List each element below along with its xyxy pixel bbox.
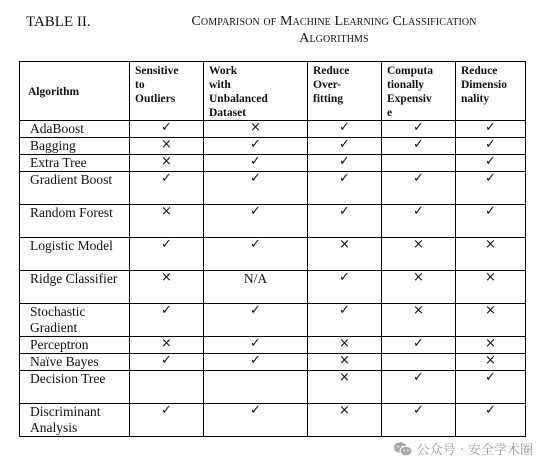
- cross-mark: ×: [308, 404, 382, 437]
- cross-mark: ×: [382, 238, 456, 271]
- header-unbalanced: [204, 62, 308, 121]
- empty-cell: [130, 371, 204, 404]
- cross-mark: ×: [308, 337, 382, 354]
- header-expensive-line: e: [387, 107, 393, 119]
- empty-cell: [382, 155, 456, 172]
- value-cell: N/A: [204, 271, 308, 304]
- cross-mark: ×: [382, 304, 456, 337]
- cross-mark: ×: [130, 155, 204, 172]
- header-unbalanced-line: with: [209, 79, 231, 91]
- row-name-ridge-classifier: Ridge Classifier: [20, 271, 130, 304]
- cross-mark: ×: [456, 337, 526, 354]
- check-mark: ✓: [382, 121, 456, 138]
- table-row: [20, 121, 526, 138]
- row-name-gradient-boost: Gradient Boost: [20, 172, 130, 205]
- check-mark: ✓: [456, 121, 526, 138]
- table-label: TABLE II.: [26, 14, 91, 30]
- header-unbalanced-line: Unbalanced: [209, 93, 268, 105]
- row-name-discriminant-analysis: Discriminant Analysis: [20, 404, 130, 437]
- row-name-stochastic-gradient: Stochastic Gradient: [20, 304, 130, 337]
- table-row: [20, 155, 526, 172]
- table-row: [20, 172, 526, 205]
- table-row: [20, 271, 526, 304]
- comparison-table: [19, 61, 526, 437]
- row-name-decision-tree: Decision Tree: [20, 371, 130, 404]
- table-row: [20, 354, 526, 371]
- header-sensitive: [130, 62, 204, 121]
- check-mark: ✓: [204, 238, 308, 271]
- header-unbalanced-line: Dataset: [209, 107, 247, 119]
- watermark: [393, 439, 533, 458]
- check-mark: ✓: [130, 304, 204, 337]
- wechat-icon: [393, 441, 413, 457]
- check-mark: ✓: [204, 172, 308, 205]
- header-expensive: [382, 62, 456, 121]
- table-row: [20, 304, 526, 337]
- row-name-logistic-model: Logistic Model: [20, 238, 130, 271]
- check-mark: ✓: [308, 205, 382, 238]
- check-mark: ✓: [456, 404, 526, 437]
- check-mark: ✓: [308, 155, 382, 172]
- row-name-bagging: Bagging: [20, 138, 130, 155]
- row-name-random-forest: Random Forest: [20, 205, 130, 238]
- check-mark: ✓: [308, 172, 382, 205]
- table-row: [20, 138, 526, 155]
- cross-mark: ×: [130, 205, 204, 238]
- header-dimensionality: [456, 62, 526, 121]
- header-row: [20, 62, 526, 121]
- check-mark: ✓: [456, 172, 526, 205]
- cross-mark: ×: [130, 337, 204, 354]
- check-mark: ✓: [382, 172, 456, 205]
- header-unbalanced-line: Work: [209, 65, 238, 77]
- header-algorithm: [20, 62, 130, 121]
- header-expensive-line: Computa: [387, 65, 434, 77]
- check-mark: ✓: [382, 371, 456, 404]
- check-mark: ✓: [308, 271, 382, 304]
- cross-mark: ×: [308, 371, 382, 404]
- check-mark: ✓: [382, 205, 456, 238]
- check-mark: ✓: [204, 404, 308, 437]
- cross-mark: ×: [130, 271, 204, 304]
- cross-mark: ×: [382, 271, 456, 304]
- cross-mark: ×: [456, 304, 526, 337]
- table-row: [20, 404, 526, 437]
- table-title: [128, 13, 540, 47]
- table-header: [20, 62, 526, 121]
- header-overfitting: [308, 62, 382, 121]
- header-sensitive-line: Outliers: [135, 93, 176, 105]
- header-sensitive-line: Sensitive: [135, 65, 179, 77]
- check-mark: ✓: [130, 238, 204, 271]
- table-title-line-2: Algorithms: [299, 31, 369, 46]
- check-mark: ✓: [308, 138, 382, 155]
- check-mark: ✓: [382, 337, 456, 354]
- header-dimensionality-line: Dimensio: [461, 79, 507, 91]
- check-mark: ✓: [456, 205, 526, 238]
- cross-mark: ×: [204, 121, 308, 138]
- check-mark: ✓: [130, 121, 204, 138]
- check-mark: ✓: [456, 371, 526, 404]
- header-expensive-line: Expensiv: [387, 93, 432, 105]
- check-mark: ✓: [130, 404, 204, 437]
- cross-mark: ×: [308, 238, 382, 271]
- row-name-extra-tree: Extra Tree: [20, 155, 130, 172]
- header-overfitting-line: fitting: [313, 93, 344, 105]
- header-dimensionality-line: Reduce: [461, 65, 498, 77]
- header-overfitting-line: Over-: [313, 79, 342, 91]
- check-mark: ✓: [382, 138, 456, 155]
- empty-cell: [382, 354, 456, 371]
- check-mark: ✓: [130, 354, 204, 371]
- row-name-perceptron: Perceptron: [20, 337, 130, 354]
- check-mark: ✓: [456, 155, 526, 172]
- cross-mark: ×: [130, 138, 204, 155]
- check-mark: ✓: [308, 121, 382, 138]
- table-row: [20, 337, 526, 354]
- table-body: [20, 121, 526, 437]
- check-mark: ✓: [308, 304, 382, 337]
- check-mark: ✓: [382, 404, 456, 437]
- check-mark: ✓: [204, 155, 308, 172]
- cross-mark: ×: [456, 271, 526, 304]
- cross-mark: ×: [456, 238, 526, 271]
- check-mark: ✓: [204, 205, 308, 238]
- table-row: [20, 238, 526, 271]
- header-algorithm-line: Algorithm: [28, 86, 80, 98]
- header-overfitting-line: Reduce: [313, 65, 350, 77]
- empty-cell: [204, 371, 308, 404]
- header-dimensionality-line: nality: [461, 93, 490, 105]
- check-mark: ✓: [456, 138, 526, 155]
- cross-mark: ×: [456, 354, 526, 371]
- header-expensive-line: tionally: [387, 79, 425, 91]
- table-row: [20, 371, 526, 404]
- row-name-adaboost: AdaBoost: [20, 121, 130, 138]
- check-mark: ✓: [204, 138, 308, 155]
- header-sensitive-line: to: [135, 79, 145, 91]
- check-mark: ✓: [204, 304, 308, 337]
- check-mark: ✓: [130, 172, 204, 205]
- table-row: [20, 205, 526, 238]
- check-mark: ✓: [204, 354, 308, 371]
- table-title-line-1: Comparison of Machine Learning Classification: [191, 14, 477, 29]
- watermark-text: 公众号 · 安全学术圈: [416, 443, 533, 458]
- check-mark: ✓: [204, 337, 308, 354]
- row-name-na-ve-bayes: Naïve Bayes: [20, 354, 130, 371]
- cross-mark: ×: [308, 354, 382, 371]
